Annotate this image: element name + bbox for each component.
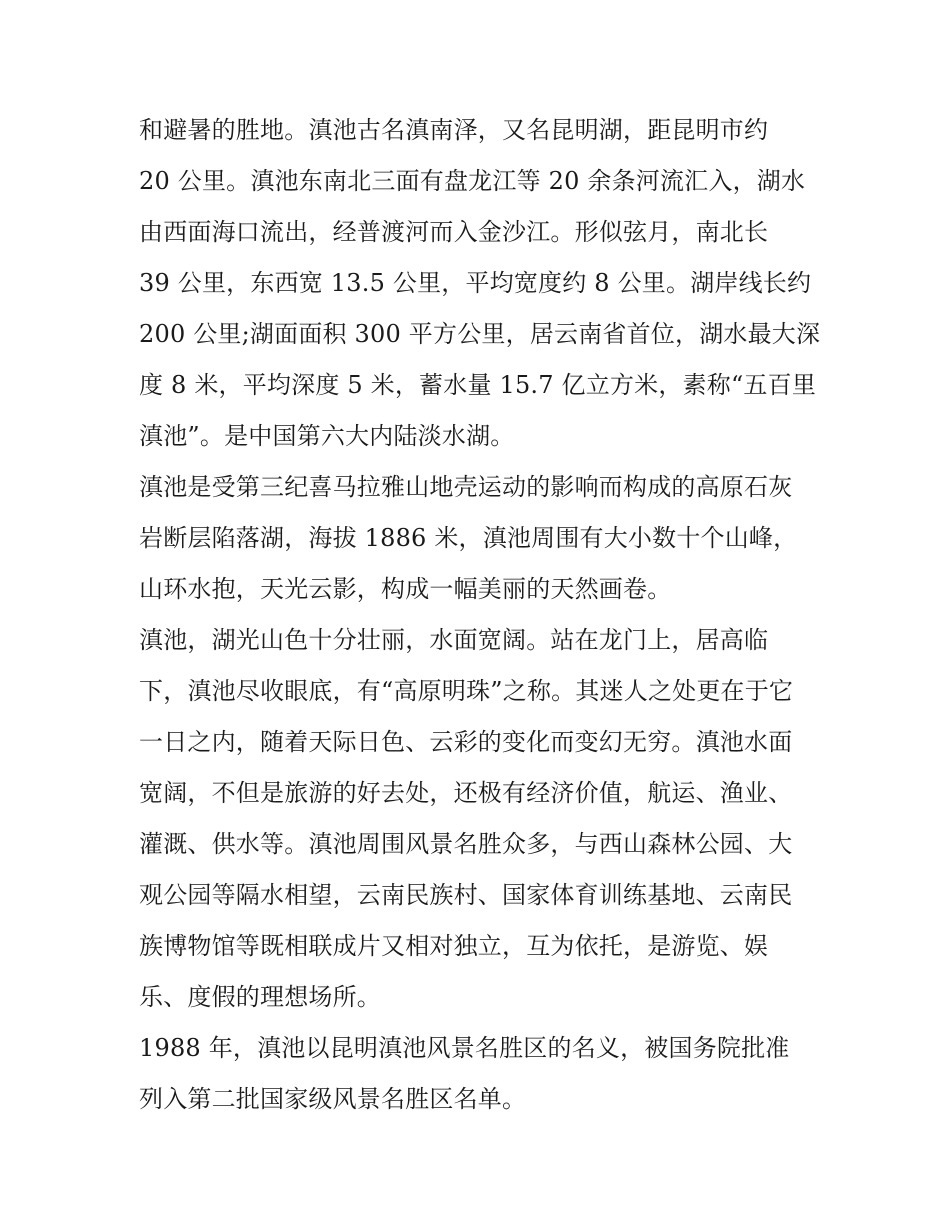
text-line: 一日之内，随着天际日色、云彩的变化而变幻无穷。滇池水面 bbox=[139, 728, 793, 756]
text-line: 灌溉、供水等。滇池周围风景名胜众多，与西山森林公园、大 bbox=[139, 830, 793, 858]
text-line: 观公园等隔水相望，云南民族村、国家体育训练基地、云南民 bbox=[139, 881, 793, 909]
text-line: 1988 年，滇池以昆明滇池风景名胜区的名义，被国务院批准 bbox=[139, 1034, 790, 1062]
paragraph-history bbox=[139, 1023, 819, 1125]
document-body bbox=[139, 105, 819, 1125]
text-line: 由西面海口流出，经普渡河而入金沙江。形似弦月，南北长 bbox=[139, 218, 769, 246]
text-line: 下，滇池尽收眼底，有“高原明珠”之称。其迷人之处更在于它 bbox=[139, 677, 794, 705]
text-line: 宽阔，不但是旅游的好去处，还极有经济价值，航运、渔业、 bbox=[139, 779, 793, 807]
text-line: 滇池”。是中国第六大内陆淡水湖。 bbox=[139, 422, 515, 450]
text-line: 滇池是受第三纪喜马拉雅山地壳运动的影响而构成的高原石灰 bbox=[139, 473, 793, 501]
text-line: 39 公里，东西宽 13.5 公里，平均宽度约 8 公里。湖岸线长约 bbox=[139, 269, 812, 297]
paragraph-dianchi-overview bbox=[139, 105, 819, 462]
text-line: 度 8 米，平均深度 5 米，蓄水量 15.7 亿立方米，素称“五百里 bbox=[139, 371, 817, 399]
text-line: 200 公里;湖面面积 300 平方公里，居云南省首位，湖水最大深 bbox=[139, 320, 821, 348]
paragraph-scenery bbox=[139, 615, 819, 1023]
text-line: 族博物馆等既相联成片又相对独立，互为依托，是游览、娱 bbox=[139, 932, 769, 960]
text-line: 滇池，湖光山色十分壮丽，水面宽阔。站在龙门上，居高临 bbox=[139, 626, 769, 654]
text-line: 和避暑的胜地。滇池古名滇南泽，又名昆明湖，距昆明市约 bbox=[139, 116, 769, 144]
text-line: 山环水抱，天光云影，构成一幅美丽的天然画卷。 bbox=[139, 575, 672, 603]
paragraph-geology bbox=[139, 462, 819, 615]
text-line: 岩断层陷落湖，海拔 1886 米，滇池周围有大小数十个山峰， bbox=[139, 524, 798, 552]
text-line: 20 公里。滇池东南北三面有盘龙江等 20 余条河流汇入，湖水 bbox=[139, 167, 806, 195]
text-line: 乐、度假的理想场所。 bbox=[139, 983, 381, 1011]
text-line: 列入第二批国家级风景名胜区名单。 bbox=[139, 1085, 527, 1113]
